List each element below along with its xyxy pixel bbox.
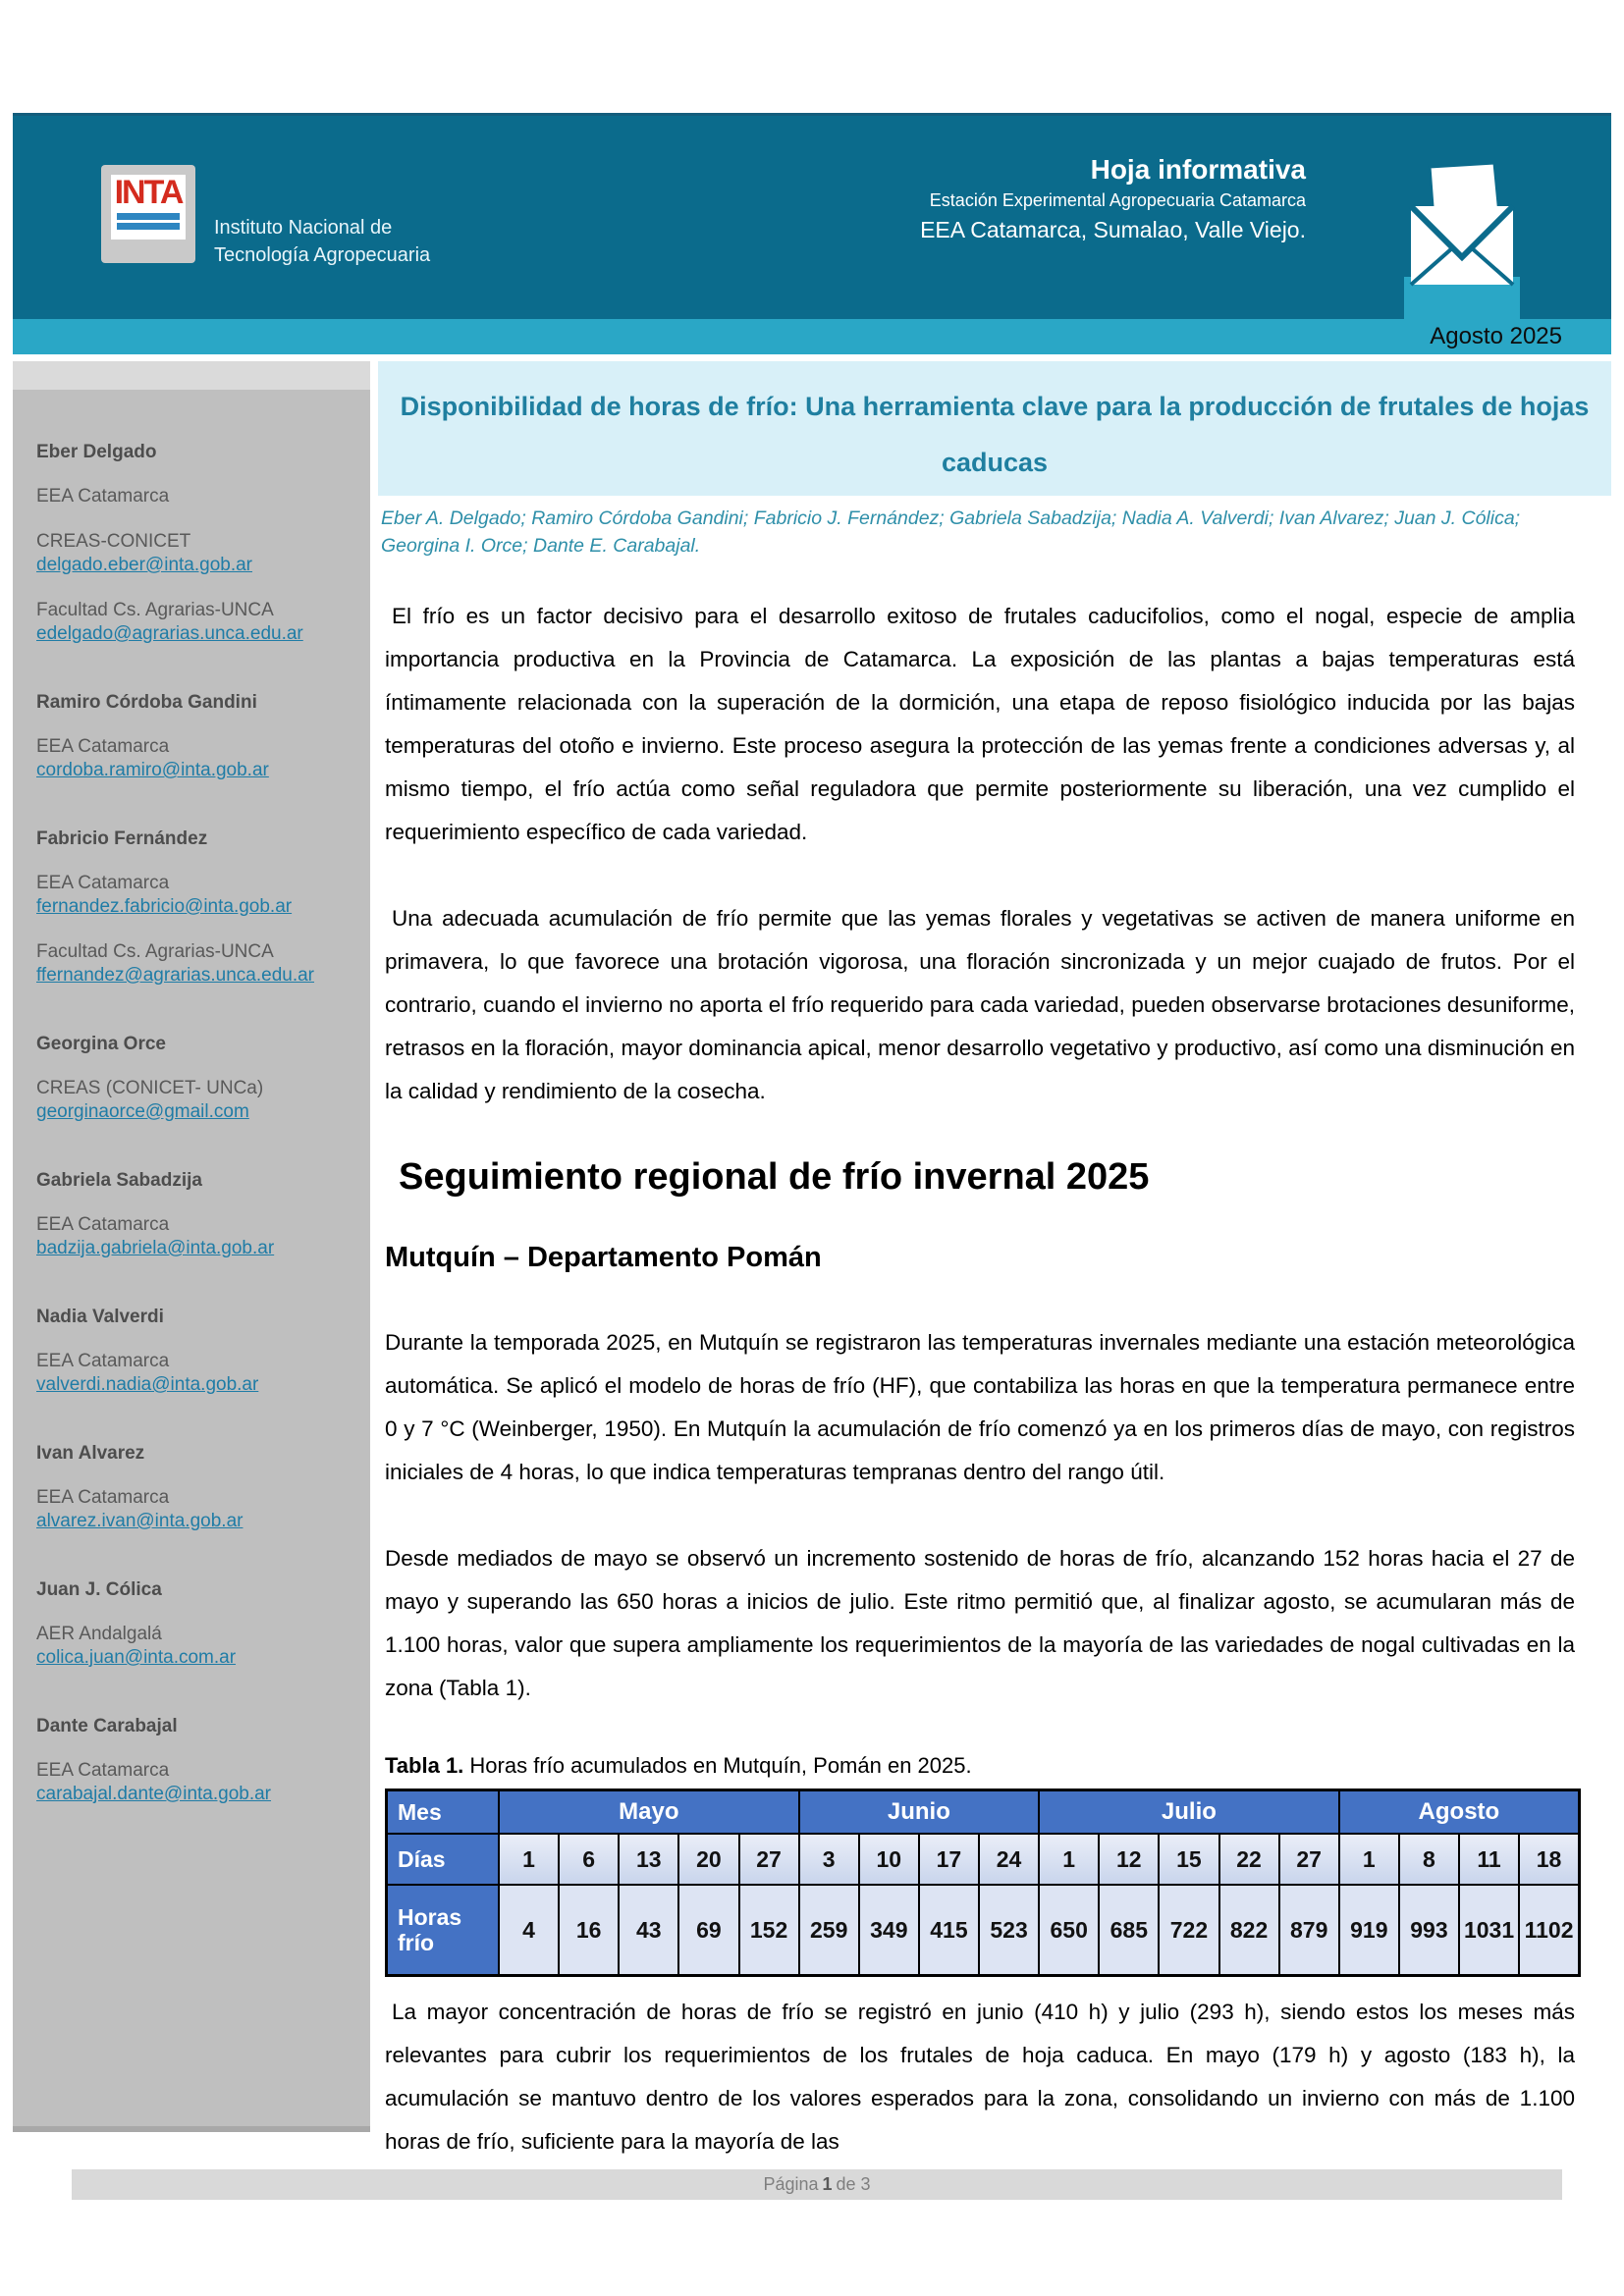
paragraph: Durante la temporada 2025, en Mutquín se registraron las temperaturas invernales mediante una estación meteorológica automática. Se aplicó el modelo de horas de frío (HF), que contabiliza las horas en que la temperatura permanece entre 0 y 7 °C (Weinberger, 1950). En Mutquín la acumulación de frío comenzó ya en los primeros días de mayo, con registros iniciales de 4 horas, lo que indica temperaturas tempranas dentro del rango útil. — [385, 1330, 1575, 1484]
author-affiliation: EEA Catamarca — [36, 1487, 170, 1508]
table-hours-cell: 1102 — [1519, 1885, 1579, 1976]
table-day-cell: 6 — [559, 1834, 619, 1885]
table-day-cell: 1 — [1039, 1834, 1099, 1885]
table-day-cell: 10 — [859, 1834, 919, 1885]
table-hours-cell: 650 — [1039, 1885, 1099, 1976]
table-day-cell: 3 — [799, 1834, 859, 1885]
institution-name — [214, 214, 430, 269]
table-day-cell: 27 — [739, 1834, 799, 1885]
table-caption-text: Horas frío acumulados en Mutquín, Pomán en 2025. — [463, 1753, 972, 1778]
page-footer — [72, 2169, 1562, 2200]
author-affiliation: EEA Catamarca — [36, 1760, 170, 1781]
article-byline: Eber A. Delgado; Ramiro Córdoba Gandini; Fabricio J. Fernández; Gabriela Sabadzija; Nadia A. Valverdi; Ivan Alvarez; Juan J. Cólica; Georgina I. Orce; Dante E. Carabajal. — [381, 507, 1521, 557]
author-affiliation: CREAS-CONICET — [36, 531, 191, 552]
subsection-heading: Mutquín – Departamento Pomán — [385, 1242, 822, 1273]
table-day-cell: 12 — [1099, 1834, 1159, 1885]
paragraph: El frío es un factor decisivo para el desarrollo exitoso de frutales caducifolios, como el nogal, especie de amplia importancia productiva en la Provincia de Catamarca. La exposición de las plantas a bajas temperaturas está íntimamente relacionada con la superación de la dormición, una etapa de reposo fisiológico inducida por las bajas temperaturas del otoño e invierno. Este proceso asegura la protección de las yemas frente a condiciones adversas y, al mismo tiempo, el frío actúa como señal reguladora que permite posteriormente su liberación, una vez cumplido el requerimiento específico de cada variedad. — [385, 604, 1575, 844]
table-hours-cell: 4 — [499, 1885, 559, 1976]
author-name: Ramiro Córdoba Gandini — [36, 692, 257, 713]
author-affiliation-group — [36, 1623, 349, 1670]
author-entry — [36, 1033, 349, 1124]
author-name: Nadia Valverdi — [36, 1307, 164, 1327]
author-name: Gabriela Sabadzija — [36, 1170, 202, 1191]
author-entry — [36, 691, 349, 782]
header-band — [13, 113, 1611, 322]
footer-text-suffix: de 3 — [836, 2174, 871, 2194]
author-affiliation-group — [36, 1077, 349, 1124]
date-band — [13, 319, 1611, 354]
author-affiliation: EEA Catamarca — [36, 736, 170, 757]
article-body-continued — [385, 1991, 1575, 2163]
header-titles — [920, 153, 1306, 245]
table-hours-cell: 259 — [799, 1885, 859, 1976]
author-affiliation-group — [36, 1486, 349, 1533]
table-month-header: Agosto — [1339, 1790, 1580, 1835]
author-email-link[interactable]: ffernandez@agrarias.unca.edu.ar — [36, 965, 315, 986]
author-email-line — [36, 1510, 349, 1533]
author-entry — [36, 441, 349, 646]
author-entry — [36, 1306, 349, 1397]
paragraph: La mayor concentración de horas de frío se registró en junio (410 h) y julio (293 h), siendo estos los meses más relevantes para cubrir los requerimientos de los frutales de hoja caduca. En mayo (179 h) y agosto (183 h), la acumulación se mantuvo dentro de los valores esperados para la zona, consolidando un invierno con más de 1.100 horas de frío, suficiente para la mayoría de las — [385, 2000, 1575, 2154]
author-email-link[interactable]: fernandez.fabricio@inta.gob.ar — [36, 896, 293, 917]
author-email-line — [36, 895, 349, 919]
table-hours-cell: 993 — [1399, 1885, 1459, 1976]
table-month-header: Junio — [799, 1790, 1040, 1835]
author-email-link[interactable]: cordoba.ramiro@inta.gob.ar — [36, 760, 269, 780]
table-caption-label: Tabla 1. — [385, 1753, 464, 1778]
author-affiliation-group — [36, 1350, 349, 1397]
institution-name-line1: Instituto Nacional de — [214, 217, 393, 239]
sidebar-authors — [36, 441, 349, 1806]
table-day-cell: 24 — [979, 1834, 1039, 1885]
author-email-link[interactable]: carabajal.dante@inta.gob.ar — [36, 1784, 272, 1804]
footer-page-number: 1 — [822, 2174, 833, 2194]
logo-stripe — [117, 213, 180, 220]
newsletter-title: Hoja informativa — [1090, 154, 1306, 185]
author-affiliation: Facultad Cs. Agrarias-UNCA — [36, 941, 274, 962]
article-title: Disponibilidad de horas de frío: Una herramienta clave para la producción de frutales de hojas caducas — [400, 392, 1590, 477]
table-hours-cell: 1031 — [1459, 1885, 1519, 1976]
table-day-cell: 18 — [1519, 1834, 1579, 1885]
table-day-cell: 17 — [919, 1834, 979, 1885]
table-hours-cell: 349 — [859, 1885, 919, 1976]
author-affiliation-group — [36, 485, 349, 508]
author-entry — [36, 1715, 349, 1806]
table-day-cell: 13 — [619, 1834, 678, 1885]
author-affiliation-group — [36, 940, 349, 988]
table-row-label-horas-frio: Horas frío — [387, 1885, 500, 1976]
author-affiliation: AER Andalgalá — [36, 1624, 162, 1644]
author-name: Eber Delgado — [36, 442, 157, 462]
author-affiliation-group — [36, 599, 349, 646]
author-email-line — [36, 1237, 349, 1260]
author-name: Dante Carabajal — [36, 1716, 178, 1736]
inta-logo — [101, 165, 195, 263]
author-affiliation-group — [36, 872, 349, 919]
table-caption — [385, 1753, 1575, 1779]
logo-stripe — [117, 223, 180, 230]
author-affiliation: EEA Catamarca — [36, 486, 170, 507]
author-affiliation-group — [36, 735, 349, 782]
author-email-line — [36, 1646, 349, 1670]
author-email-line — [36, 622, 349, 646]
author-affiliation: CREAS (CONICET- UNCa) — [36, 1078, 264, 1098]
table-day-cell: 1 — [499, 1834, 559, 1885]
author-email-line — [36, 554, 349, 577]
table-hours-cell: 919 — [1339, 1885, 1399, 1976]
author-email-line — [36, 759, 349, 782]
author-email-link[interactable]: edelgado@agrarias.unca.edu.ar — [36, 623, 303, 644]
sidebar-top-strip — [13, 361, 370, 390]
author-affiliation: EEA Catamarca — [36, 1351, 170, 1371]
table-row-label-dias: Días — [387, 1834, 500, 1885]
envelope-icon — [1404, 163, 1520, 287]
article-body — [385, 595, 1575, 1977]
author-name: Juan J. Cólica — [36, 1579, 162, 1600]
author-entry — [36, 828, 349, 988]
author-name: Ivan Alvarez — [36, 1443, 145, 1464]
issue-date: Agosto 2025 — [1430, 323, 1562, 349]
author-email-link[interactable]: georginaorce@gmail.com — [36, 1101, 249, 1122]
author-affiliation-group — [36, 1213, 349, 1260]
table-row-label-mes: Mes — [387, 1790, 500, 1835]
table-day-cell: 11 — [1459, 1834, 1519, 1885]
table-day-cell: 8 — [1399, 1834, 1459, 1885]
table-day-cell: 20 — [678, 1834, 738, 1885]
author-entry — [36, 1442, 349, 1533]
author-affiliation: Facultad Cs. Agrarias-UNCA — [36, 600, 274, 620]
table-hours-cell: 685 — [1099, 1885, 1159, 1976]
table-hours-cell: 43 — [619, 1885, 678, 1976]
footer-text-prefix: Página — [763, 2174, 819, 2194]
authors-sidebar — [13, 390, 370, 2132]
table-hours-cell: 879 — [1279, 1885, 1339, 1976]
author-affiliation-group — [36, 1759, 349, 1806]
table-hours-cell: 822 — [1219, 1885, 1279, 1976]
table-month-header: Julio — [1039, 1790, 1339, 1835]
table-hours-cell: 722 — [1159, 1885, 1218, 1976]
table-month-header: Mayo — [499, 1790, 799, 1835]
author-affiliation: EEA Catamarca — [36, 1214, 170, 1235]
section-heading: Seguimiento regional de frío invernal 2025 — [399, 1156, 1150, 1198]
author-email-line — [36, 1783, 349, 1806]
author-email-link[interactable]: delgado.eber@inta.gob.ar — [36, 555, 253, 575]
table-hours-cell: 415 — [919, 1885, 979, 1976]
institution-name-line2: Tecnología Agropecuaria — [214, 244, 431, 266]
author-email-link[interactable]: colica.juan@inta.com.ar — [36, 1647, 237, 1668]
author-email-line — [36, 964, 349, 988]
title-block — [378, 361, 1611, 496]
author-name: Fabricio Fernández — [36, 828, 208, 849]
table-hours-cell: 523 — [979, 1885, 1039, 1976]
inta-logo-inner — [111, 175, 186, 240]
table-hours-cell: 152 — [739, 1885, 799, 1976]
author-email-link[interactable]: alvarez.ivan@inta.gob.ar — [36, 1511, 244, 1531]
newsletter-location: EEA Catamarca, Sumalao, Valle Viejo. — [920, 217, 1306, 242]
author-affiliation-group — [36, 530, 349, 577]
newsletter-subtitle: Estación Experimental Agropecuaria Catamarca — [929, 190, 1306, 210]
inta-logo-text: INTA — [114, 174, 183, 211]
author-entry — [36, 1578, 349, 1670]
table-day-cell: 15 — [1159, 1834, 1218, 1885]
table-day-cell: 22 — [1219, 1834, 1279, 1885]
author-affiliation: EEA Catamarca — [36, 873, 170, 893]
author-email-link[interactable]: valverdi.nadia@inta.gob.ar — [36, 1374, 259, 1395]
author-email-line — [36, 1373, 349, 1397]
author-email-line — [36, 1100, 349, 1124]
author-name: Georgina Orce — [36, 1034, 166, 1054]
paragraph: Una adecuada acumulación de frío permite que las yemas florales y vegetativas se activen de manera uniforme en primavera, lo que favorece una brotación vigorosa, una floración sincronizada y un mejor cuajado de frutos. Por el contrario, cuando el invierno no aporta el frío requerido para cada variedad, pueden observarse brotaciones desuniforme, retrasos en la floración, mayor dominancia apical, menor desarrollo vegetativo y productivo, así como una disminución en la calidad y rendimiento de la cosecha. — [385, 906, 1575, 1103]
paragraph: Desde mediados de mayo se observó un incremento sostenido de horas de frío, alcanzando 152 horas hacia el 27 de mayo y superando las 650 horas a inicios de julio. Este ritmo permitió que, al finalizar agosto, se acumularan más de 1.100 horas, valor que supera ampliamente los requerimientos de la mayoría de las variedades de nogal cultivadas en la zona (Tabla 1). — [385, 1546, 1575, 1700]
table-day-cell: 1 — [1339, 1834, 1399, 1885]
author-email-link[interactable]: badzija.gabriela@inta.gob.ar — [36, 1238, 275, 1258]
table-day-cell: 27 — [1279, 1834, 1339, 1885]
chill-hours-table — [385, 1789, 1581, 1977]
table-hours-cell: 16 — [559, 1885, 619, 1976]
envelope-column — [1404, 163, 1520, 322]
table-hours-cell: 69 — [678, 1885, 738, 1976]
author-entry — [36, 1169, 349, 1260]
